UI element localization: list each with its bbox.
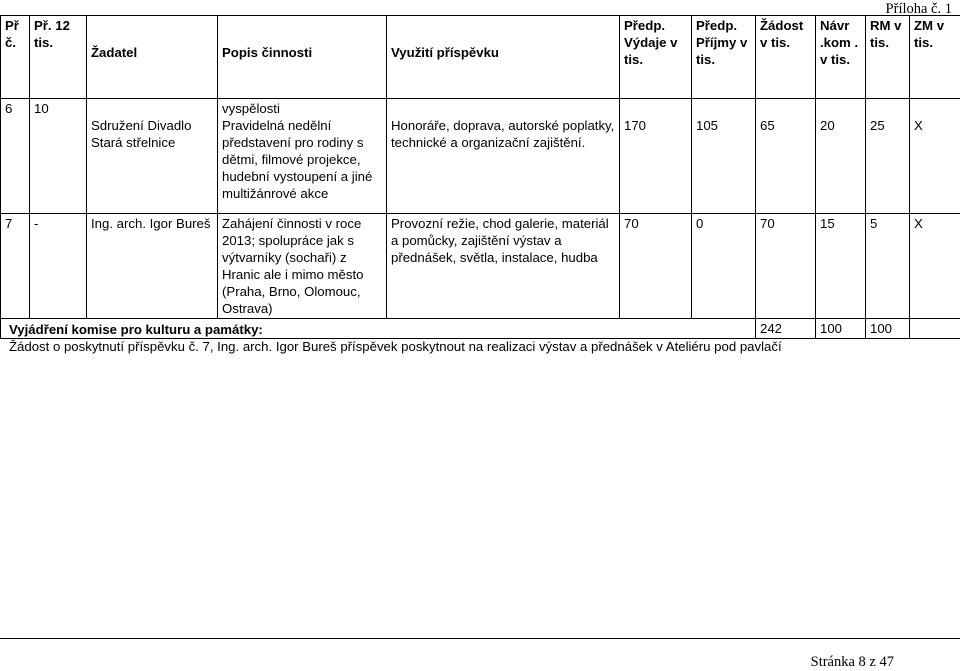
row-zadost: 70 [756,214,816,319]
row-zadatel: Ing. arch. Igor Bureš [87,214,218,319]
header-vydaje: Předp. Výdaje v tis. [620,16,692,99]
row-vydaje: 70 [620,214,692,319]
row-rm: 5 [866,214,910,319]
row-vydaje: 170 [620,99,692,214]
total-zadost: 242 [756,319,816,339]
row-pr-c: 7 [1,214,30,319]
row-popis: Zahájení činnosti v roce 2013; spolupráce jak s výtvarníky (sochaři) z Hranic ale i mimo město (Praha, Brno, Olomouc, Ostrava) [218,214,387,319]
commission-heading: Vyjádření komise pro kulturu a památky: [9,321,782,338]
row-rm: 25 [866,99,910,214]
header-zadatel: Žadatel [87,16,218,99]
header-vyuziti: Využití příspěvku [387,16,620,99]
row-zm: X [910,99,960,214]
total-navr-kom: 100 [816,319,866,339]
header-rm: RM v tis. [866,16,910,99]
row-navr-kom: 15 [816,214,866,319]
header-pr-12: Př. 12 tis. [30,16,87,99]
row-zm: X [910,214,960,319]
table-row [1,214,960,319]
commission-statement [9,321,782,355]
row-vyuziti: Honoráře, doprava, autorské poplatky, technické a organizační zajištění. [387,99,620,214]
row-prijmy: 105 [692,99,756,214]
table-row [1,99,960,214]
header-pr-c: Př č. [1,16,30,99]
row-popis: Pravidelná nedělní představení pro rodiny s dětmi, filmové projekce, hudební vystoupení a jiné multižánrové akce [222,117,382,202]
page-number: Stránka 8 z 47 [811,654,894,671]
row-pr-12: 10 [34,101,49,116]
row-zadatel: Sdružení Divadlo Stará střelnice [91,118,191,150]
header-prijmy: Předp. Příjmy v tis. [692,16,756,99]
header-zm: ZM v tis. [910,16,960,99]
header-zadost: Žádost v tis. [756,16,816,99]
total-rm: 100 [866,319,910,339]
row-zadost: 65 [756,99,816,214]
grant-table [0,15,960,339]
attachment-label: Příloha č. 1 [886,1,952,18]
table-header-row [1,16,960,99]
page-footer [0,638,960,670]
header-popis: Popis činnosti [218,16,387,99]
commission-text: Žádost o poskytnutí příspěvku č. 7, Ing. arch. Igor Bureš příspěvek poskytnout na realizaci výstav a přednášek v Ateliéru pod pavlačí [9,338,782,355]
row-vyuziti: Provozní režie, chod galerie, materiál a pomůcky, zajištění výstav a přednášek, světla, instalace, hudba [387,214,620,319]
carryover-text: vyspělosti [222,100,382,117]
row-prijmy: 0 [692,214,756,319]
row-navr-kom: 20 [816,99,866,214]
row-pr-12: - [30,214,87,319]
header-navr-kom: Návr .kom . v tis. [816,16,866,99]
row-pr-c: 6 [5,101,12,116]
